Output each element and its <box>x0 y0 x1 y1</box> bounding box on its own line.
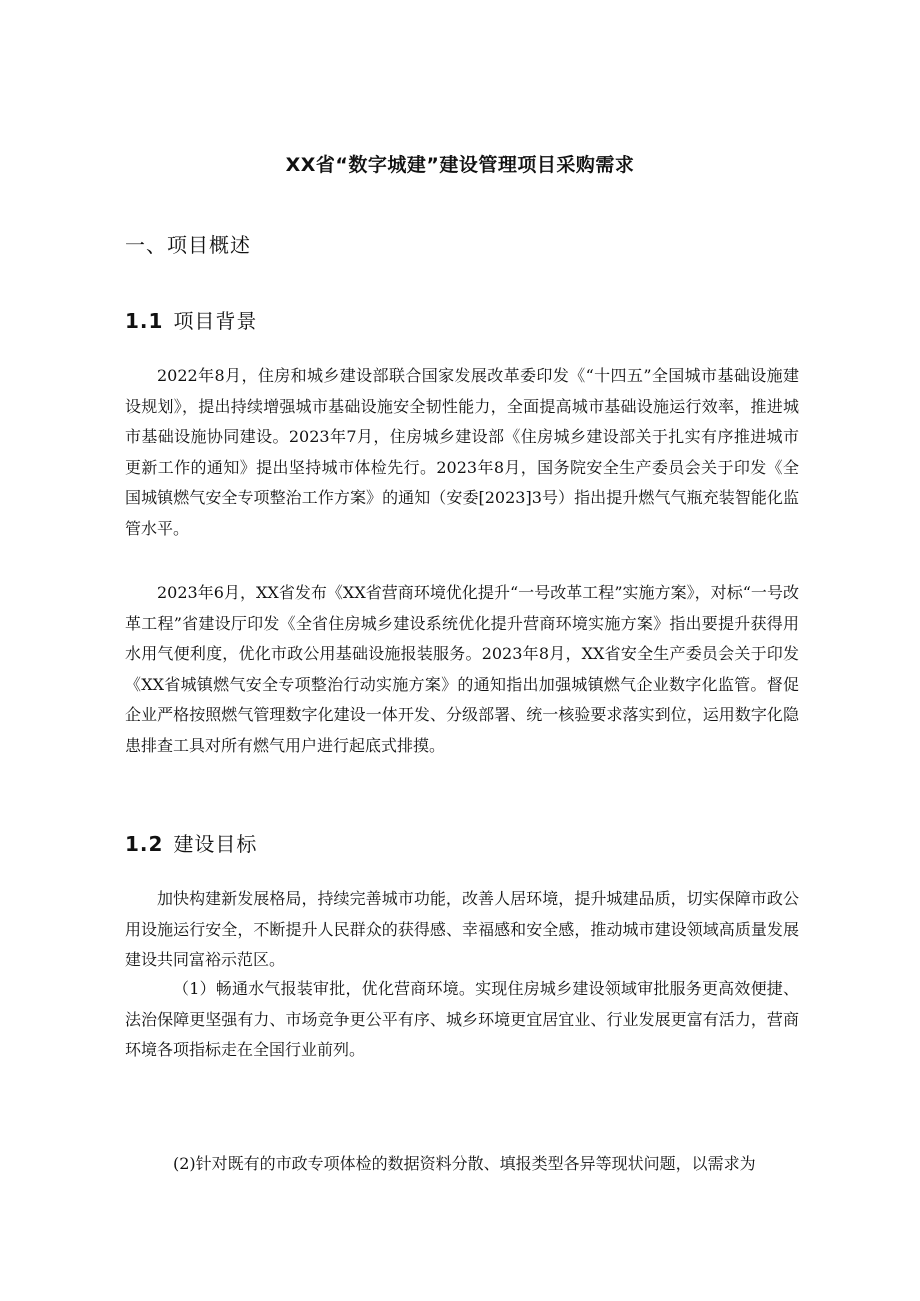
document-title: XX省“数字城建”建设管理项目采购需求 <box>285 154 635 176</box>
section-title: 项目背景 <box>173 309 258 333</box>
section-heading-goals <box>125 828 257 857</box>
goals-item: （1）畅通水气报装审批，优化营商环境。实现住房城乡建设领域审批服务更高效便捷、法治保障更坚强有力、市场竞争更公平有序、城乡环境更宜居宜业、行业发展更富有活力，营商环境各项指标走在全国行业前列。 <box>125 979 799 1059</box>
section-title: 建设目标 <box>173 832 258 856</box>
section-heading-background <box>125 305 257 334</box>
section-number: 1.2 <box>125 832 164 856</box>
section-heading-overview: 一、项目概述 <box>125 233 251 257</box>
section-number: 1.1 <box>125 309 164 333</box>
background-paragraph: 2023年6月，XX省发布《XX省营商环境优化提升“一号改革工程”实施方案》，对标“一号改革工程”省建设厅印发《全省住房城乡建设系统优化提升营商环境实施方案》指出要提升获得用水用气便利度，优化市政公用基础设施报装服务。2023年8月，XX省安全生产委员会关于印发《XX省城镇燃气安全专项整治行动实施方案》的通知指出加强城镇燃气企业数字化监管。督促企业严格按照燃气管理数字化建设一体开发、分级部署、统一核验要求落实到位，运用数字化隐患排查工具对所有燃气用户进行起底式排摸。 <box>125 583 799 755</box>
goals-paragraph: 加快构建新发展格局，持续完善城市功能，改善人居环境，提升城建品质，切实保障市政公用设施运行安全，不断提升人民群众的获得感、幸福感和安全感，推动城市建设领域高质量发展建设共同富裕示范区。 <box>125 889 799 969</box>
goals-item: (2)针对既有的市政专项体检的数据资料分散、填报类型各异等现状问题，以需求为 <box>173 1154 756 1173</box>
background-paragraph: 2022年8月，住房和城乡建设部联合国家发展改革委印发《“十四五”全国城市基础设施建设规划》，提出持续增强城市基础设施安全韧性能力，全面提高城市基础设施运行效率，推进城市基础设施协同建设。2023年7月，住房城乡建设部《住房城乡建设部关于扎实有序推进城市更新工作的通知》提出坚持城市体检先行。2023年8月，国务院安全生产委员会关于印发《全国城镇燃气安全专项整治工作方案》的通知（安委[2023]3号）指出提升燃气气瓶充装智能化监管水平。 <box>125 366 799 538</box>
